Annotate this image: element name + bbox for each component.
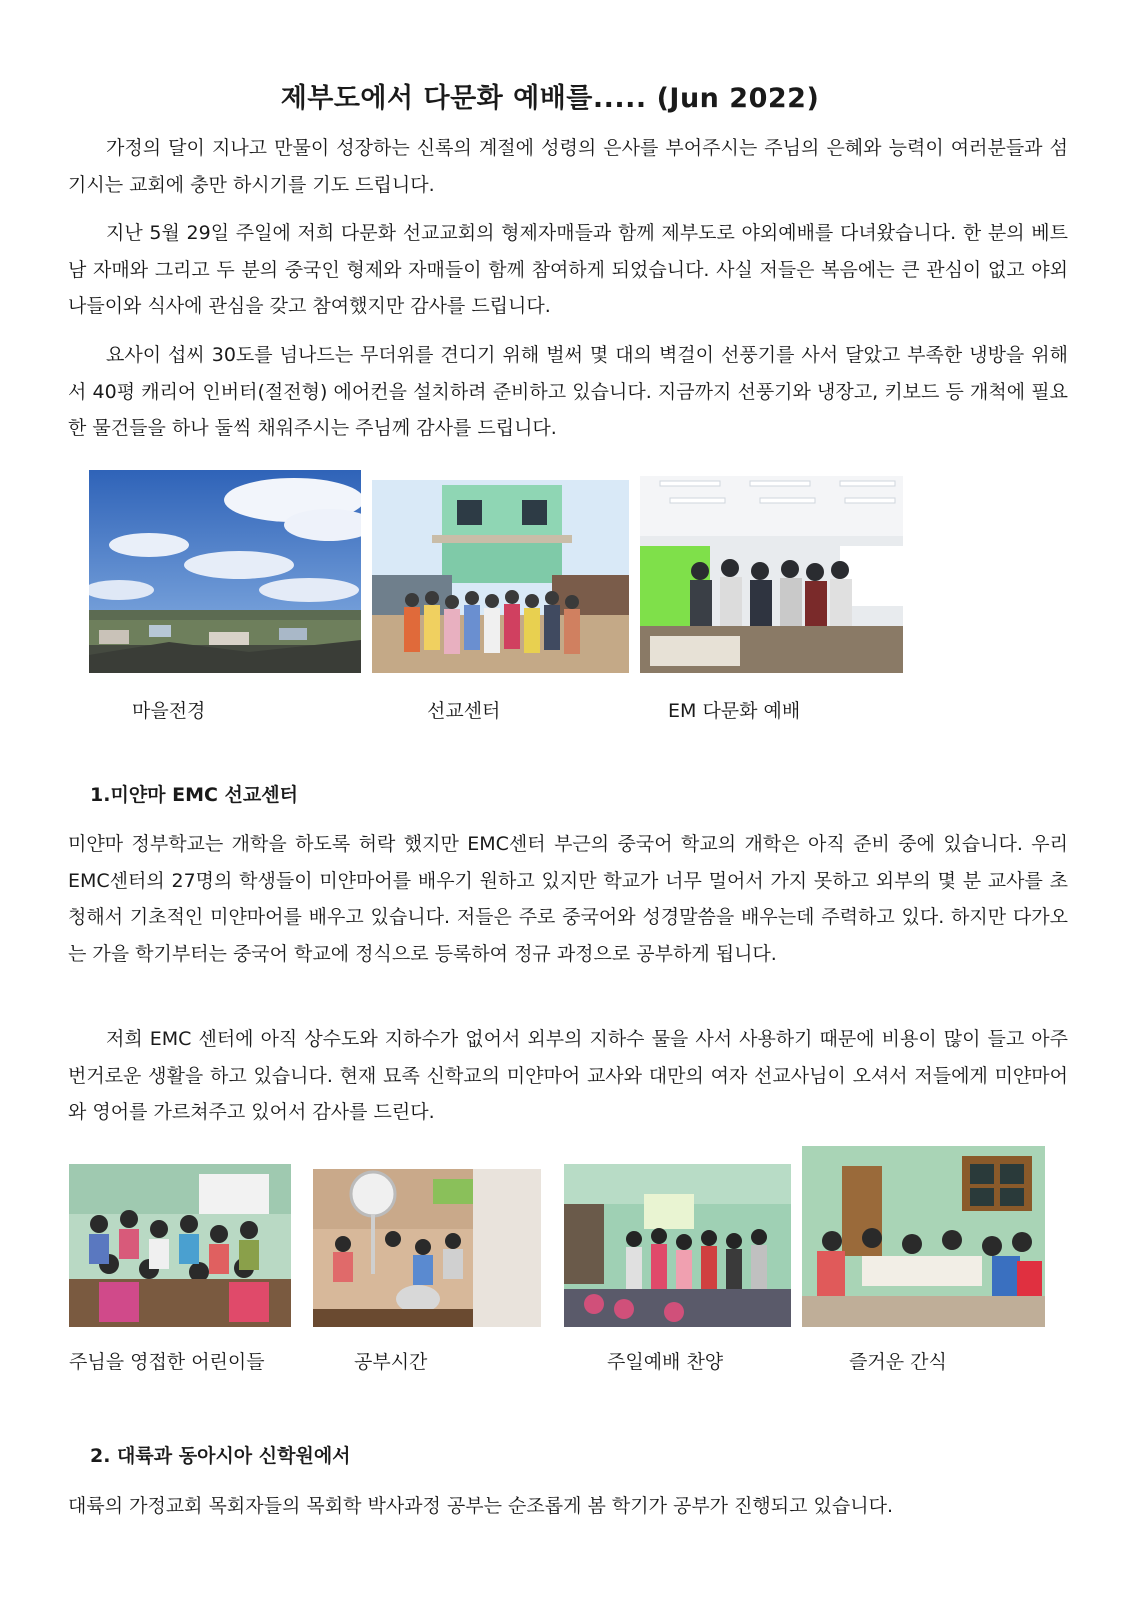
section-1-heading: 1.미얀마 EMC 선교센터	[90, 784, 298, 806]
children-photo	[69, 1164, 291, 1327]
photo-caption-center: 선교센터	[427, 700, 501, 722]
photo-caption-study: 공부시간	[354, 1351, 428, 1373]
intro-paragraph-1: 가정의 달이 지나고 만물이 성장하는 신록의 계절에 성령의 은사를 부어주시는 주님의 은혜와 능력이 여러분들과 섬기시는 교회에 충만 하시기를 기도 드립니다.	[68, 137, 1068, 196]
village-view-photo	[89, 470, 361, 673]
sunday-worship-photo	[564, 1164, 791, 1327]
intro-paragraph-3: 요사이 섭씨 30도를 넘나드는 무더위를 견디기 위해 벌써 몇 대의 벽걸이 선풍기를 사서 달았고 부족한 냉방을 위해서 40평 캐리어 인버터(절전형) 에어컨을 설치하려 준비하고 있습니다. 지금까지 선풍기와 냉장고, 키보드 등 개척에 필요한 물건들을 하나 둘씩 채워주시는 주님께 감사를 드립니다.	[68, 344, 1068, 439]
section-1-paragraph-1: 미얀마 정부학교는 개학을 하도록 허락 했지만 EMC센터 부근의 중국어 학교의 개학은 아직 준비 중에 있습니다. 우리 EMC센터의 27명의 학생들이 미얀마어를 배우기 원하고 있지만 학교가 너무 멀어서 가지 못하고 외부의 몇 분 교사를 초청해서 기초적인 미얀마어를 배우고 있습니다. 저들은 주로 중국어와 성경말씀을 배우는데 주력하고 있다. 하지만 다가오는 가을 학기부터는 중국어 학교에 정식으로 등록하여 정규 과정으로 공부하게 됩니다.	[68, 833, 1068, 965]
intro-paragraph-2: 지난 5월 29일 주일에 저희 다문화 선교교회의 형제자매들과 함께 제부도로 야외예배를 다녀왔습니다. 한 분의 베트남 자매와 그리고 두 분의 중국인 형제와 자매들이 함께 참여하게 되었습니다. 사실 저들은 복음에는 큰 관심이 없고 야외나들이와 식사에 관심을 갖고 참여했지만 감사를 드립니다.	[68, 222, 1068, 317]
section-2-heading: 2. 대륙과 동아시아 신학원에서	[90, 1445, 351, 1467]
photo-caption-snack: 즐거운 간식	[849, 1351, 947, 1373]
mission-center-photo	[372, 480, 629, 673]
section-2-paragraph-1: 대륙의 가정교회 목회자들의 목회학 박사과정 공부는 순조롭게 봄 학기가 공부가 진행되고 있습니다.	[68, 1495, 893, 1517]
photo-caption-village: 마을전경	[132, 700, 206, 722]
em-worship-photo	[640, 476, 903, 673]
photo-caption-sunday-worship: 주일예배 찬양	[607, 1351, 724, 1373]
photo-caption-worship: EM 다문화 예배	[668, 700, 801, 722]
study-time-photo	[313, 1169, 541, 1327]
photo-caption-children: 주님을 영접한 어린이들	[69, 1351, 265, 1373]
snack-time-photo	[802, 1146, 1045, 1327]
page-title: 제부도에서 다문화 예배를..... (Jun 2022)	[280, 83, 820, 114]
section-1-paragraph-2: 저희 EMC 센터에 아직 상수도와 지하수가 없어서 외부의 지하수 물을 사서 사용하기 때문에 비용이 많이 들고 아주 번거로운 생활을 하고 있습니다. 현재 묘족 신학교의 미얀마어 교사와 대만의 여자 선교사님이 오셔서 저들에게 미얀마어와 영어를 가르쳐주고 있어서 감사를 드린다.	[68, 1028, 1068, 1123]
